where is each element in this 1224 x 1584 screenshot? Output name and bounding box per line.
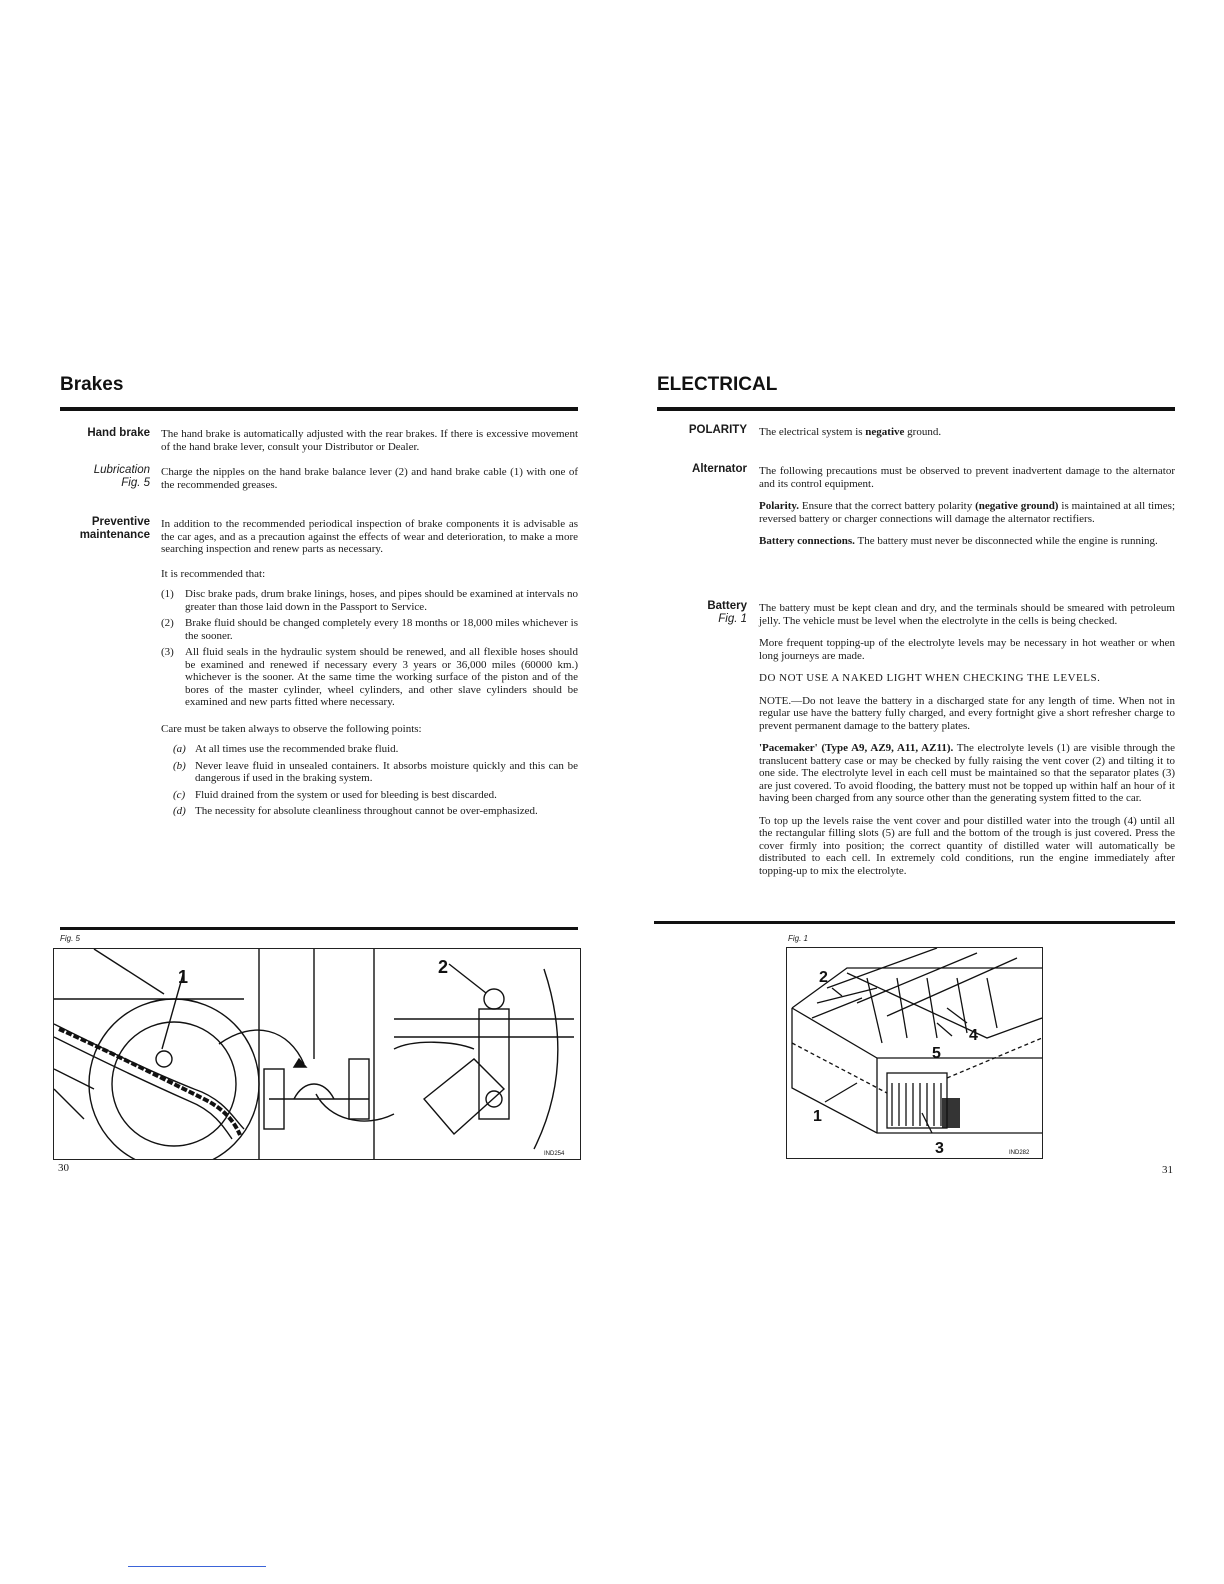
- polarity-text: The electrical system is negative ground.: [759, 426, 942, 438]
- section-label-alternator: Alternator: [692, 463, 747, 475]
- callout-2: 2: [819, 969, 828, 986]
- figure-rule: [654, 921, 1175, 924]
- page-title: ELECTRICAL: [657, 374, 778, 395]
- page-number: 30: [58, 1162, 69, 1174]
- section-label-battery: Battery Fig. 1: [707, 600, 747, 625]
- battery-text: The battery must be kept clean and dry, and the terminals should be smeared with petroleum jelly. The vehicle must be level when the electrolyte in the cells is being checked. More frequent topping-up of the electrolyte levels may be necessary in hot weather or when long journeys are made. DO NOT USE A NAKED LIGHT WHEN CHECKING THE LEVELS. NOTE.—Do not leave the battery in a discharged state for any length of time. When not in regular use have the battery fully charged, and every fortnight give a short refresher charge to prevent permanent damage to the battery plates. 'Pacemaker' (Type A9, AZ9, A11, AZ11). The electrolyte levels (1) are visible through the translucent battery case or may be checked by fully raising the vent cover (2) and tilting it to one side. The electrolyte level in each cell must be maintained so that the separator plates (3) are just covered. To avoid flooding, the battery must not be topped up within half an hour of it having been charged from any source other than the generating system fitted to the car. To top up the levels raise the vent cover and pour distilled water into the trough (4) until all the rectangular filling slots (5) are full and the bottom of the trough is just covered. Press the cover firmly into position; the correct quantity of distilled water will automatically be distributed to each cell. In extremely cold conditions, run the engine immediately after topping-up to mix the electrolyte.: [759, 602, 1175, 877]
- list-item: (a) At all times use the recommended brake fluid.: [173, 743, 399, 755]
- title-rule: [60, 407, 578, 411]
- underline-bar: [128, 1566, 266, 1567]
- list-item: (3) All fluid seals in the hydraulic system should be renewed, and all flexible hoses should be examined and renewed if necessary every 3 years or 36,000 miles (60000 km.) whichever is the sooner. At the same time the working surface of the piston and of the bores of the master cylinder, wheel cylinders, and other slave cylinders should be examined and new parts fitted where necessary.: [161, 646, 578, 708]
- list-item: (d) The necessity for absolute cleanliness throughout cannot be over-emphasized.: [173, 805, 538, 817]
- callout-1: 1: [813, 1108, 822, 1125]
- figure-5-illustration: [53, 948, 581, 1160]
- page-title: Brakes: [60, 374, 124, 395]
- figure-label: Fig. 5: [60, 934, 81, 943]
- list-item: (2) Brake fluid should be changed completely every 18 months or 18,000 miles whichever is the sooner.: [161, 617, 578, 642]
- callout-1: 1: [178, 967, 189, 987]
- callout-5: 5: [932, 1045, 941, 1062]
- callout-2: 2: [438, 957, 449, 977]
- page-number: 31: [1162, 1164, 1173, 1176]
- section-label-polarity: POLARITY: [688, 424, 747, 436]
- callout-4: 4: [969, 1027, 978, 1044]
- right-page: [612, 0, 1224, 1584]
- alternator-text: The following precautions must be observed to prevent inadvertent damage to the alternator and its control equipment. Polarity. Ensure that the correct battery polarity (negative ground) is maintained at all times; reversed battery or charger connections will damage the alternator rectifiers. Battery connections. The battery must never be disconnected while the engine is running.: [759, 465, 1176, 547]
- hand-brake-text: The hand brake is automatically adjusted with the rear brakes. If there is excessive movement of the hand brake lever, consult your Distributor or Dealer.: [161, 428, 578, 453]
- figure-code: IND282: [1009, 1150, 1030, 1156]
- section-label-preventive: Preventive maintenance: [79, 516, 150, 541]
- callout-3: 3: [935, 1140, 944, 1157]
- list-item: (b) Never leave fluid in unsealed containers. It absorbs moisture quickly and this can be dangerous if used in the braking system.: [173, 759, 578, 784]
- figure-rule: [60, 927, 578, 930]
- figure-label: Fig. 1: [788, 934, 809, 943]
- figure-1-illustration: [786, 947, 1043, 1159]
- figure-code: IND254: [544, 1151, 565, 1157]
- preventive-text: In addition to the recommended periodical inspection of brake components it is advisable as the car ages, and as a precaution against the effects of wear and deterioration, to make a more searching inspection and renew parts as necessary. It is recommended that: (1) Disc brake pads, drum brake linings, hoses, and pipes should be examined at intervals no greater than those laid down in the Passport to Service. (2) Brake fluid should be changed completely every 18 months or 18,000 miles whichever is the sooner. (3) All fluid seals in the hydraulic system should be renewed, and all flexible hoses should be examined and renewed if necessary every 3 years or 36,000 miles (60000 km.) whichever is the sooner. At the same time the working surface of the piston and of the bores of the master cylinder, wheel cylinders, and other slave cylinders should be examined and new parts fitted where necessary. Care must be taken always to observe the following points: (a) At all times use the recommended brake fluid. (b) Never leave fluid in unsealed containers. It absorbs moisture quickly and this can be dangerous if used in the braking system. (c) Fluid drained from the system or used for bleeding is best discarded. (d) The necessity for absolute cleanliness throughout cannot be over-emphasized.: [161, 518, 578, 817]
- list-item: (1) Disc brake pads, drum brake linings, hoses, and pipes should be examined at intervals no greater than those laid down in the Passport to Service.: [161, 588, 578, 613]
- lubrication-text: Charge the nipples on the hand brake balance lever (2) and hand brake cable (1) with one of the recommended greases.: [161, 466, 578, 491]
- list-item: (c) Fluid drained from the system or used for bleeding is best discarded.: [173, 788, 497, 801]
- title-rule: [657, 407, 1175, 411]
- section-label-hand-brake: Hand brake: [87, 427, 150, 439]
- section-label-lubrication: Lubrication Fig. 5: [93, 464, 150, 489]
